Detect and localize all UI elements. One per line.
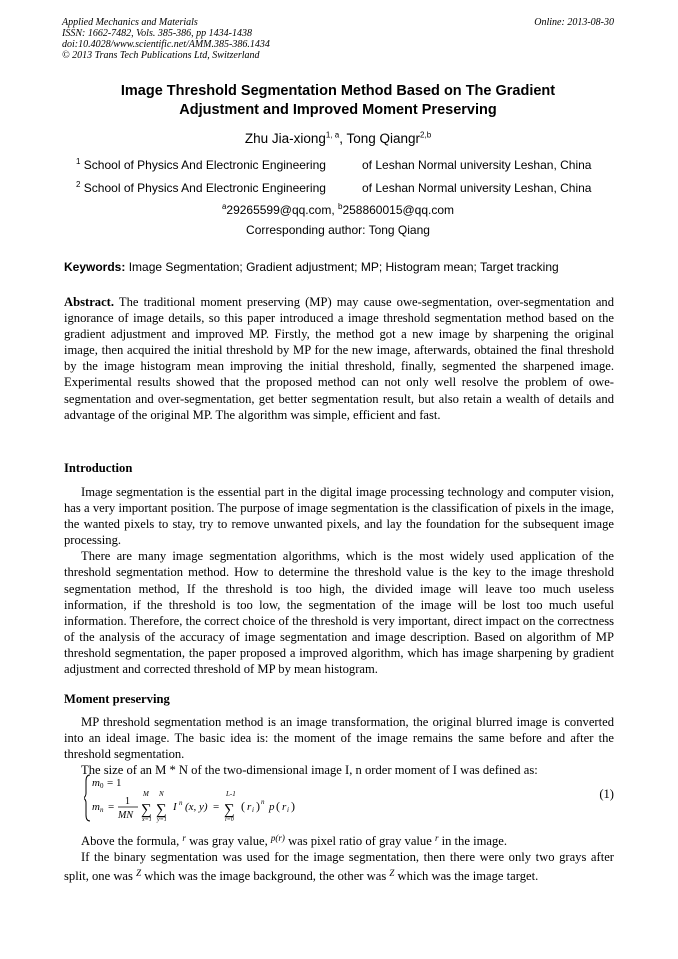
moment-preserving-heading: Moment preserving <box>64 692 170 706</box>
moment-paragraph-2: The size of an M * N of the two-dimensional image I, n order moment of I was defined as: <box>81 763 538 778</box>
abstract-label: Abstract. <box>64 295 115 309</box>
intro-paragraph-1: Image segmentation is the essential part in the digital image processing technology and computer vision, has a very important position. The purpose of image segmentation is the classification of pixels in the image, the wanted pixels to stay, try to remove unwanted pixels, and lay the foundation for the subsequent image processing. <box>64 485 614 548</box>
eq-sum2-top: N <box>159 790 164 798</box>
eq-mn-sub: n <box>100 806 104 814</box>
paper-title <box>62 82 614 120</box>
keywords-label: Keywords: <box>64 260 126 274</box>
eq-sum3-bot: i=0 <box>225 817 234 823</box>
journal-issn: ISSN: 1662-7482, Vols. 385-386, pp 1434-1438 <box>62 28 252 39</box>
eq-eq3: = <box>213 801 220 813</box>
p3-part-b: was gray value, <box>185 834 271 848</box>
email-a-sup: a <box>221 202 227 211</box>
p3-part-a: Above the formula, <box>81 834 183 848</box>
eq-paren-open: ( <box>241 799 245 813</box>
moment-body-top <box>64 714 614 778</box>
eq-mn: m <box>92 801 100 813</box>
p4-part-b: which was the image background, the other was <box>141 869 390 884</box>
affiliation-1-dept <box>76 158 326 172</box>
intro-paragraph-2: There are many image segmentation algorithms, which is the most widely used application of the threshold segmentation method. How to determine the threshold value is the key to the image threshold segmentation method, If the threshold is too high, the divided image will leave too much useless information, if the threshold is too low, the segmentation of the image will be lost too much useful information. Therefore, the correct choice of the threshold is very important, direct impact on the correctness of the analysis of the accuracy of image segmentation and image description. Based on algorithm of MP threshold segmentation, the paper proposed a improved algorithm, which has image sharpening by gradient adjustment and corrected threshold of MP by mean histogram. <box>64 549 614 677</box>
moment-body-bottom <box>64 830 614 884</box>
affiliation-2-num: 2 <box>76 180 81 189</box>
eq-p: p <box>269 801 275 813</box>
affiliation-1-num: 1 <box>76 157 81 166</box>
eq-frac-den: MN <box>118 810 133 821</box>
p4-var-z1: Z <box>389 868 395 879</box>
keywords-text: Image Segmentation; Gradient adjustment; MP; Histogram mean; Target tracking <box>125 260 559 274</box>
title-line-2: Adjustment and Improved Moment Preserving <box>179 102 497 118</box>
eq-sum1: ∑ <box>141 802 152 818</box>
p4-part-c: which was the image target. <box>394 869 539 884</box>
affiliation-2-inst: of Leshan Normal university Leshan, China <box>362 181 592 195</box>
affiliation-1-inst: of Leshan Normal university Leshan, China <box>362 158 592 172</box>
eq-xy: (x, y) <box>185 801 208 813</box>
email-b-sup: b <box>337 202 343 211</box>
equation-brace <box>84 775 90 821</box>
eq-I-sup: n <box>179 799 183 807</box>
affiliation-2-dept-text: School of Physics And Electronic Engineering <box>83 181 326 195</box>
journal-header <box>62 17 270 61</box>
eq-eq1: = 1 <box>107 777 122 789</box>
title-line-1: Image Threshold Segmentation Method Based on The Gradient <box>120 83 556 99</box>
corresponding-author: Corresponding author: Tong Qiang <box>246 223 430 237</box>
p4-var-z0: Z <box>136 868 142 879</box>
eq-sum2: ∑ <box>156 802 167 818</box>
journal-name: Applied Mechanics and Materials <box>62 17 198 28</box>
eq-ri-sub: i <box>252 806 254 814</box>
eq-sum3-top: L-1 <box>226 790 236 798</box>
eq-sum3: ∑ <box>224 802 235 818</box>
moment-paragraph-1: MP threshold segmentation method is an image transformation, the original blurred image is converted into an ideal image. The basic idea is: the moment of the image remains the same before and after the threshold segmentation. <box>64 715 614 762</box>
eq-sum1-bot: x=1 <box>142 817 152 823</box>
introduction-body <box>64 484 614 677</box>
abstract-text: The traditional moment preserving (MP) may cause owe-segmentation, over-segmentation and ignorance of image details, so this paper introduced a image threshold segmentation method based on the gradient adjustment and improved MP. Firstly, the method got a new image by sharpening the original image, then acquired the initial threshold by MP for the new image, afterwards, obtained the final threshold by the image histogram mean improving the initial threshold, finally, segmented the sharpened image. Experimental results showed that the proposed method can not only well resolve the problem of owe-segmentation and over-segmentation, get better segmentation result, but also retain a wealth of details and advantage of the original MP. The algorithm was simple, efficient and fast. <box>64 295 614 422</box>
introduction-heading: Introduction <box>64 461 133 475</box>
moment-paragraph-4 <box>64 849 614 884</box>
author-separator: , <box>339 131 347 146</box>
abstract-paragraph <box>64 294 614 423</box>
affiliation-1-dept-text: School of Physics And Electronic Engineering <box>83 158 326 172</box>
eq-eq2: = <box>108 801 115 813</box>
keywords-line <box>64 260 559 274</box>
eq-paren2-open: ( <box>276 799 280 813</box>
email-b[interactable]: 258860015@qq.com <box>342 203 455 217</box>
affiliation-2-dept <box>76 181 326 195</box>
eq-ri: r <box>247 801 252 813</box>
author-2: Tong Qiangr <box>346 131 421 146</box>
journal-copyright: © 2013 Trans Tech Publications Ltd, Switzerland <box>62 50 260 61</box>
author-2-sup: 2,b <box>420 130 432 140</box>
p3-part-c: was pixel ratio of gray value <box>284 834 435 848</box>
email-a[interactable]: 29265599@qq.com, <box>226 203 338 217</box>
p4-part-a: If the binary segmentation was used for the image segmentation, then there were only two grays after split, one was <box>64 850 614 884</box>
eq-pow: n <box>261 798 265 806</box>
p3-var-r: r <box>182 833 186 843</box>
eq-ri2-sub: i <box>287 806 289 814</box>
eq-ri2: r <box>282 801 287 813</box>
eq-sum1-top: M <box>143 790 149 798</box>
p3-part-d: in the image. <box>438 834 508 848</box>
eq-frac-num: 1 <box>125 796 130 807</box>
author-1: Zhu Jia-xiong <box>244 131 326 146</box>
email-line <box>62 203 614 217</box>
eq-sum2-bot: y=1 <box>157 817 167 823</box>
journal-doi: doi:10.4028/www.scientific.net/AMM.385-386.1434 <box>62 39 270 50</box>
p3-var-pr: p(r) <box>270 833 285 843</box>
moment-paragraph-3 <box>64 830 614 849</box>
online-date: Online: 2013-08-30 <box>534 17 614 28</box>
author-line <box>62 131 614 146</box>
eq-I: I <box>173 801 177 813</box>
eq-paren2-close: ) <box>291 799 295 813</box>
p3-var-r2: r <box>434 833 439 843</box>
eq-m0-sub: 0 <box>100 782 104 790</box>
moment-equation <box>84 773 614 823</box>
equation-number: (1) <box>599 787 614 801</box>
eq-m0: m <box>92 777 100 789</box>
author-1-sup: 1, a <box>325 130 340 140</box>
eq-paren-close: ) <box>256 799 260 813</box>
